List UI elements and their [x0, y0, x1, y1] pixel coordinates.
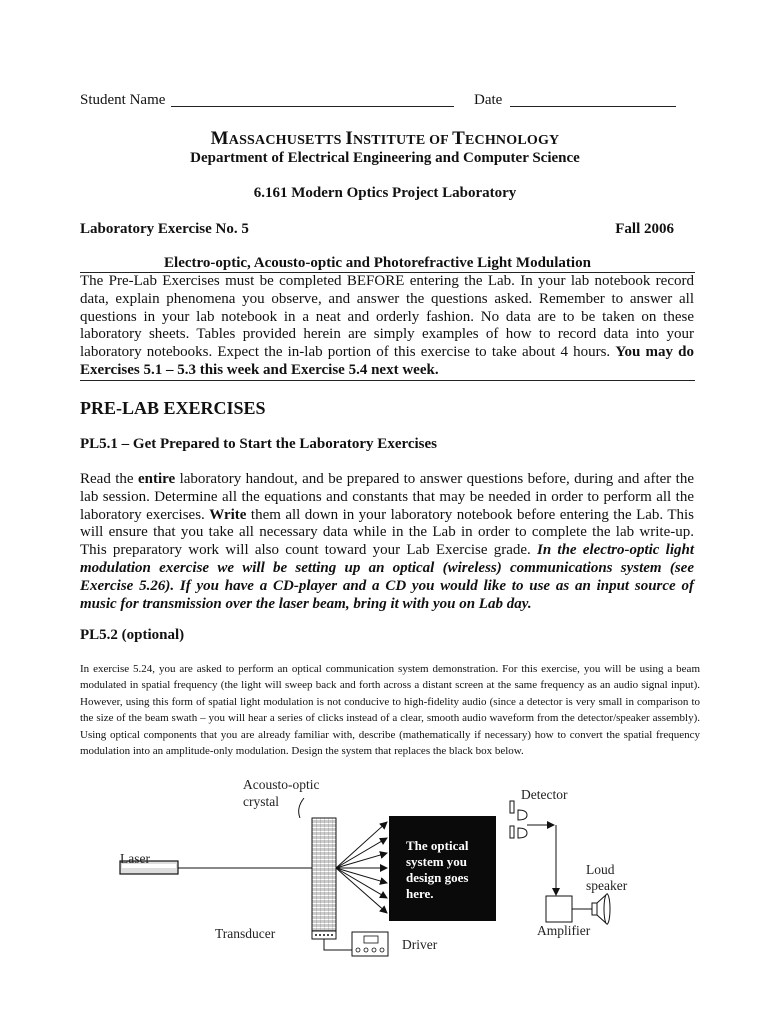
- transducer-wire: [324, 939, 352, 950]
- acousto-optic-crystal: [312, 818, 336, 931]
- loud-speaker: [592, 894, 610, 924]
- amplifier-label: Amplifier: [537, 923, 591, 938]
- pl51-paragraph: Read the entire laboratory handout, and be prepared to answer questions before, during and after the lab session. Determine all the equations and constants that may be needed in order to perform all the laboratory exercises. Write them all down in your laboratory notebook before entering the Lab. This will ensure that you take all necessary data while in the Lab in order to complete the lab write-up. This preparatory work will also count toward your Lab Exercise grade. In the electro-optic light modulation exercise we will be setting up an optical (wireless) communications system (see Exercise 5.26). If you have a CD-player and a CD you would like to use as an input source of music for transmission over the laser beam, bring it with you on Lab day.: [80, 471, 694, 612]
- diffracted-rays: [336, 822, 387, 913]
- institute-title: MASSACHUSETTS INSTITUTE OF TECHNOLOGY: [210, 128, 560, 149]
- term: Fall 2006: [615, 221, 674, 237]
- course-title: 6.161 Modern Optics Project Laboratory: [253, 185, 517, 201]
- pl51-heading: PL5.1 – Get Prepared to Start the Laboratory Exercises: [80, 436, 438, 452]
- pl52-paragraph: In exercise 5.24, you are asked to perform an optical communication system demonstration. For this exercise, you will be using a beam modulated in spatial frequency (the light will sweep back and forth across a distant screen at the same frequency as an audio signal input). However, using this form of spatial light modulation is not conducive to high-fidelity audio (since a detector is very small in comparison to the size of the beam swath – you will hear a series of clicks instead of a clear, smooth audio waveform from the detector/speaker assembly). Using optical components that you are already familiar with, describe (mathematically if necessary) how to convert the spatial frequency modulation into an amplitude-only modulation. Design the system that replaces the black box below.: [80, 663, 700, 758]
- crystal-label-1: Acousto-optic: [243, 777, 320, 792]
- design-black-box: The optical system you design goes here.: [389, 816, 496, 921]
- modulation-title: Electro-optic, Acousto-optic and Photorefractive Light Modulation: [164, 255, 591, 271]
- laser-label: Laser: [120, 851, 150, 866]
- crystal-label-2: crystal: [243, 794, 279, 809]
- intro-bold-tail: You may do Exercises 5.1 – 5.3 this week and Exercise 5.4 next week.: [80, 344, 694, 378]
- date-label: Date: [474, 92, 503, 108]
- student-name-line[interactable]: [171, 106, 454, 107]
- driver-label: Driver: [402, 937, 438, 952]
- crystal-pointer: [299, 798, 304, 818]
- transducer-label: Transducer: [215, 926, 276, 941]
- detector: [510, 801, 527, 838]
- optical-system-diagram: [0, 770, 770, 1024]
- speaker-label-2: speaker: [586, 878, 628, 893]
- prelab-heading: PRE-LAB EXERCISES: [80, 398, 266, 418]
- date-line[interactable]: [510, 106, 676, 107]
- rule-bottom: [80, 380, 695, 381]
- detector-label: Detector: [521, 787, 568, 802]
- pl51-bolditalic: In the electro-optic light modulation exercise we will be setting up an optical (wireless) communications system (see Exercise 5.26). If you have a CD-player and a CD you would like to use as an input source of music for transmission over the laser beam, bring it with you on Lab day.: [80, 542, 694, 612]
- intro-paragraph: The Pre-Lab Exercises must be completed BEFORE entering the Lab. In your lab notebook record data, explain phenomena you observe, and answer the questions asked. Remember to answer all questions in your lab notebook in a neat and orderly fashion. No data are to be taken on these laboratory sheets. Tables provided herein are simply examples of how to record data into your laboratory notebooks. Expect the in-lab portion of this exercise to take about 4 hours. You may do Exercises 5.1 – 5.3 this week and Exercise 5.4 next week.: [80, 273, 694, 378]
- pl52-heading: PL5.2 (optional): [80, 627, 185, 643]
- speaker-label-1: Loud: [586, 862, 615, 877]
- lab-exercise-number: Laboratory Exercise No. 5: [80, 221, 249, 237]
- student-name-label: Student Name: [80, 92, 166, 108]
- driver-unit: [352, 932, 388, 956]
- department: Department of Electrical Engineering and Computer Science: [190, 150, 580, 166]
- amplifier: [546, 896, 572, 922]
